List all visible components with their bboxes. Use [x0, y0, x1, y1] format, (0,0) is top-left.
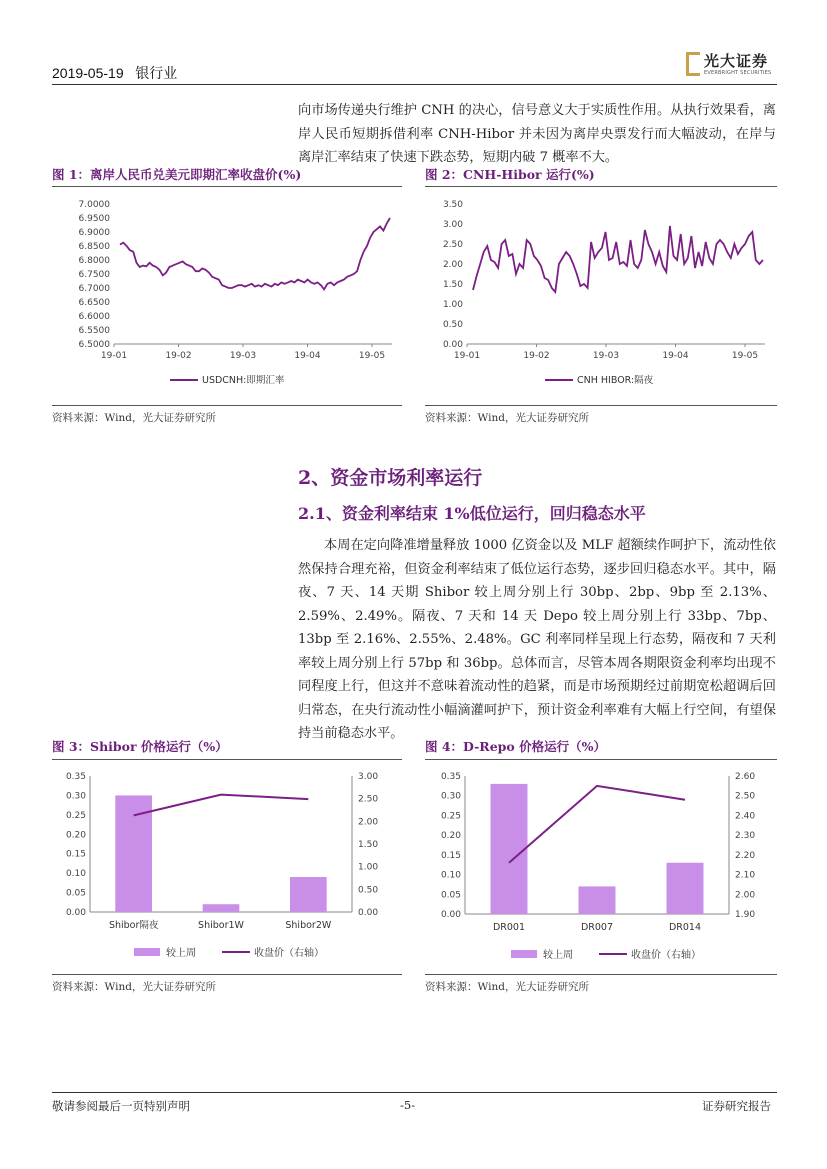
right-y-tick-label: 1.90 — [735, 910, 756, 920]
y-tick-label: 6.9000 — [78, 228, 110, 238]
y-tick-label: 6.6000 — [78, 312, 110, 322]
x-tick-label: 19-04 — [662, 351, 689, 361]
series-line — [120, 218, 390, 289]
right-y-tick-label: 2.30 — [735, 831, 756, 842]
series-line — [473, 226, 763, 292]
figure-1-chart — [52, 192, 402, 398]
legend-label: CNH HIBOR:隔夜 — [577, 375, 654, 386]
figure-1-top-rule — [52, 186, 402, 187]
legend-bar-label: 较上周 — [543, 950, 573, 961]
header-date: 2019-05-19 — [52, 65, 124, 81]
x-tick-label: 19-02 — [523, 351, 550, 361]
left-y-tick-label: 0.35 — [65, 772, 86, 782]
y-tick-label: 6.9500 — [78, 214, 110, 224]
right-y-tick-label: 2.50 — [735, 791, 756, 802]
y-tick-label: 1.00 — [442, 300, 463, 310]
legend-label: USDCNH:即期汇率 — [202, 375, 285, 386]
left-y-tick-label: 0.30 — [440, 791, 461, 802]
everbright-logo — [686, 50, 778, 80]
figure-1-title: 图 1：离岸人民币兑美元即期汇率收盘价(%) — [52, 167, 302, 182]
logo-mark-icon — [686, 52, 700, 76]
left-y-tick-label: 0.25 — [440, 811, 461, 822]
right-y-tick-label: 0.00 — [358, 908, 379, 918]
figure-4-bottom-rule — [425, 974, 777, 975]
footer-report-type: 证券研究报告 — [702, 1099, 771, 1113]
bar — [290, 877, 327, 912]
left-y-tick-label: 0.15 — [440, 850, 461, 861]
legend-line-label: 收盘价（右轴） — [631, 950, 701, 961]
figure-2-title: 图 2：CNH-Hibor 运行(%) — [425, 167, 595, 182]
category-label: Shibor隔夜 — [108, 920, 159, 931]
left-y-tick-label: 0.00 — [440, 910, 461, 920]
logo-subtext: EVERBRIGHT SECURITIES — [704, 70, 772, 76]
figure-4-chart — [425, 764, 777, 970]
right-y-tick-label: 2.20 — [735, 850, 756, 861]
right-y-tick-label: 1.50 — [358, 840, 379, 850]
figure-1-bottom-rule — [52, 405, 402, 406]
header-date-industry — [52, 63, 177, 83]
x-tick-label: 19-05 — [358, 351, 386, 361]
left-y-tick-label: 0.25 — [65, 810, 86, 821]
right-y-tick-label: 2.10 — [735, 870, 756, 881]
x-tick-label: 19-01 — [453, 351, 481, 361]
right-y-tick-label: 0.50 — [358, 885, 379, 896]
y-tick-label: 6.7000 — [78, 284, 110, 294]
right-y-tick-label: 3.00 — [358, 772, 379, 782]
figure-3-bottom-rule — [52, 974, 402, 975]
category-label: Shibor1W — [198, 920, 244, 931]
figure-3-title: 图 3：Shibor 价格运行（%） — [52, 739, 228, 754]
figure-3-source: 资料来源：Wind，光大证券研究所 — [52, 981, 216, 993]
y-tick-label: 0.00 — [442, 340, 463, 350]
figure-4-source: 资料来源：Wind，光大证券研究所 — [425, 981, 589, 993]
left-y-tick-label: 0.05 — [65, 888, 86, 899]
left-y-tick-label: 0.10 — [65, 869, 86, 880]
left-y-tick-label: 0.00 — [65, 908, 86, 918]
legend-line-label: 收盘价（右轴） — [254, 948, 324, 959]
category-label: DR007 — [580, 922, 614, 933]
x-tick-label: 19-05 — [731, 351, 759, 361]
x-tick-label: 19-04 — [294, 351, 321, 361]
bar — [579, 886, 616, 914]
left-y-tick-label: 0.10 — [440, 870, 461, 881]
logo-text: 光大证券 — [704, 52, 769, 70]
right-y-tick-label: 1.00 — [358, 862, 379, 873]
y-tick-label: 6.8000 — [78, 256, 110, 266]
legend-bar-swatch — [134, 948, 160, 956]
section-2-1-heading: 2.1、资金利率结束 1%低位运行，回归稳态水平 — [298, 504, 646, 523]
left-y-tick-label: 0.35 — [440, 772, 461, 782]
bar — [491, 784, 528, 914]
figure-4-top-rule — [425, 759, 777, 760]
y-tick-label: 6.6500 — [78, 298, 110, 308]
x-tick-label: 19-03 — [592, 351, 620, 361]
right-y-tick-label: 2.50 — [358, 794, 379, 805]
x-tick-label: 19-01 — [100, 351, 128, 361]
figure-4-title: 图 4：D-Repo 价格运行（%） — [425, 739, 606, 754]
left-y-tick-label: 0.05 — [440, 890, 461, 901]
y-tick-label: 3.50 — [442, 200, 463, 210]
body-paragraph: 本周在定向降准增量释放 1000 亿资金以及 MLF 超额续作呵护下，流动性依然保持合理充裕，但资金利率结束了低位运行态势，逐步回归稳态水平。其中，隔夜、7 天、14 天期 Shibor 较上周分别上行 30bp、2bp、9bp 至 2.13%、2.59%、2.49%。隔夜、7 天和 14 天 Depo 较上周分别上行 33bp、7bp、13bp 至 2.16%、2.55%、2.48%。GC 利率同样呈现上行态势，隔夜和 7 天利率较上周分别上行 57bp 和 36bp。总体而言，尽管本周各期限资金利率均出现不同程度上行，但这并不意味着流动性的趋紧，而是市场预期经过前期宽松超调后回归常态，在央行流动性小幅滴灌呵护下，预计资金利率难有大幅上行空间，有望保持当前稳态水平。 — [298, 538, 776, 741]
y-tick-label: 2.50 — [442, 240, 463, 250]
footer-page-number: -5- — [400, 1098, 416, 1112]
x-tick-label: 19-03 — [229, 351, 257, 361]
header-industry: 银行业 — [135, 65, 178, 81]
intro-paragraph: 向市场传递央行维护 CNH 的决心，信号意义大于实质性作用。从执行效果看，离岸人民币短期拆借利率 CNH-Hibor 并未因为离岸央票发行而大幅波动，在岸与离岸汇率结束了快速下跌态势，短期内破 7 概率不大。 — [298, 103, 776, 165]
close-price-line — [509, 786, 685, 863]
category-label: DR001 — [492, 922, 526, 933]
category-label: Shibor2W — [285, 920, 332, 931]
y-tick-label: 0.50 — [442, 320, 463, 330]
right-y-tick-label: 2.40 — [735, 811, 756, 822]
bar — [667, 863, 704, 914]
left-y-tick-label: 0.30 — [65, 791, 86, 802]
legend-bar-label: 较上周 — [166, 948, 196, 959]
footer-disclaimer: 敬请参阅最后一页特别声明 — [52, 1099, 190, 1113]
right-y-tick-label: 2.00 — [735, 890, 756, 901]
figure-3-top-rule — [52, 759, 402, 760]
y-tick-label: 6.5000 — [78, 340, 110, 350]
y-tick-label: 7.0000 — [78, 200, 110, 210]
y-tick-label: 6.8500 — [78, 242, 110, 252]
figure-2-bottom-rule — [425, 405, 777, 406]
figure-2-source: 资料来源：Wind，光大证券研究所 — [425, 412, 589, 424]
left-y-tick-label: 0.20 — [440, 831, 461, 842]
close-price-line — [134, 795, 309, 816]
section-2-heading: 2、资金市场利率运行 — [298, 467, 483, 489]
right-y-tick-label: 2.00 — [358, 817, 379, 828]
bar — [203, 904, 240, 912]
y-tick-label: 6.7500 — [78, 270, 110, 280]
y-tick-label: 3.00 — [442, 220, 463, 230]
figure-1-source: 资料来源：Wind，光大证券研究所 — [52, 412, 216, 424]
y-tick-label: 2.00 — [442, 260, 463, 270]
right-y-tick-label: 2.60 — [735, 772, 756, 782]
legend-bar-swatch — [511, 950, 537, 958]
figure-3-chart — [52, 764, 402, 970]
figure-2-chart — [425, 192, 777, 398]
y-tick-label: 6.5500 — [78, 326, 110, 336]
figure-2-top-rule — [425, 186, 777, 187]
left-y-tick-label: 0.15 — [65, 849, 86, 860]
x-tick-label: 19-02 — [165, 351, 192, 361]
left-y-tick-label: 0.20 — [65, 830, 86, 841]
footer-divider — [52, 1092, 777, 1093]
category-label: DR014 — [668, 922, 702, 933]
header-divider — [52, 84, 777, 85]
y-tick-label: 1.50 — [442, 280, 463, 290]
